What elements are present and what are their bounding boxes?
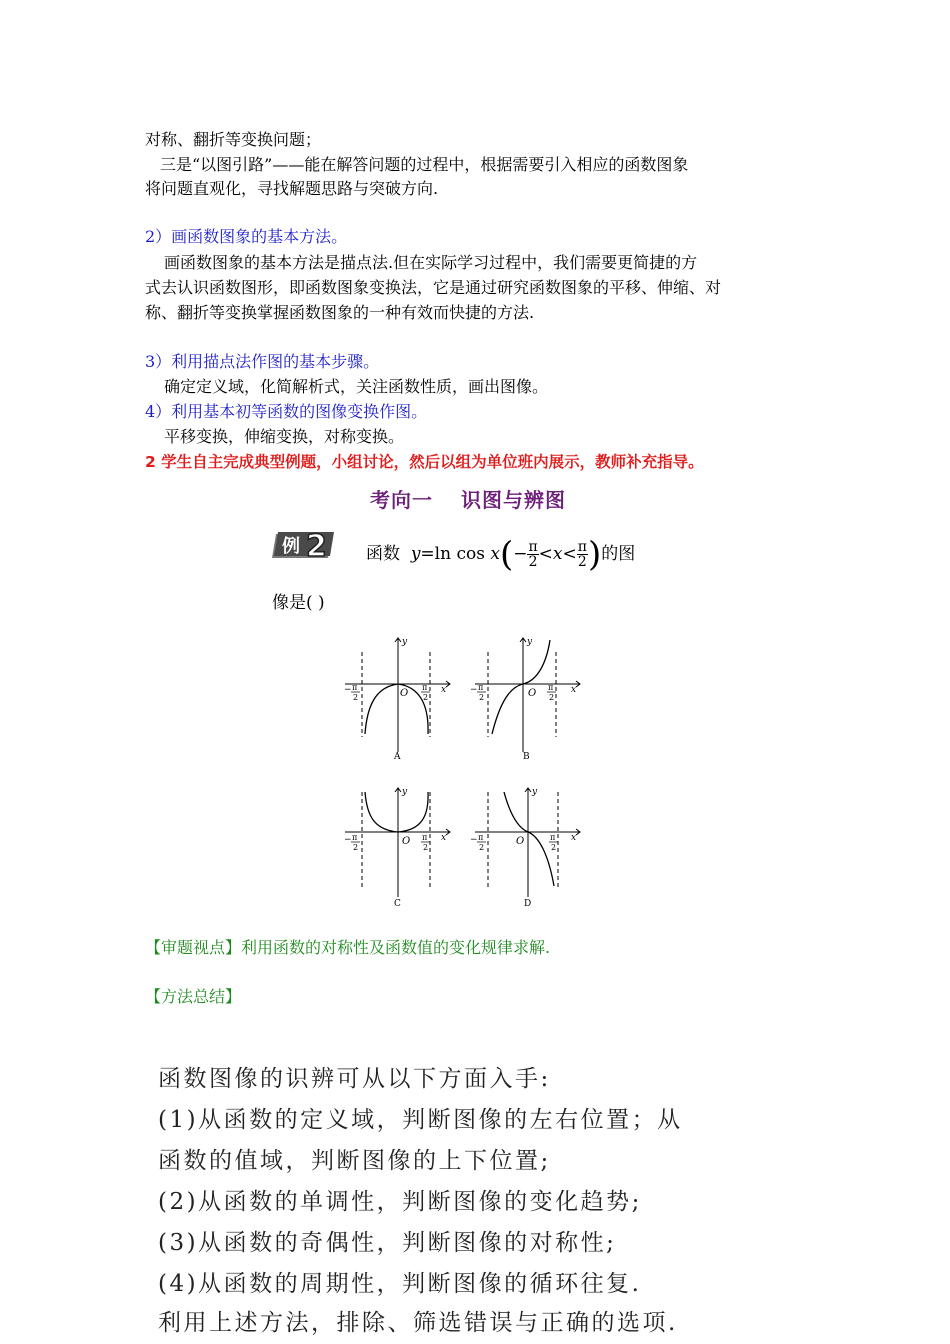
svg-text:2: 2 [551,843,557,852]
summary-line: 函数图像的识辨可从以下方面入手: [158,1066,551,1092]
text-line: 平移变换，伸缩变换，对称变换。 [164,427,405,446]
problem-suffix: 的图 [601,544,636,564]
minus-sign: − [513,544,528,564]
origin-label: O [400,688,409,699]
curve [504,792,557,886]
svg-text:2: 2 [423,843,429,852]
text-line: 将问题直观化，寻找解题思路与突破方向. [145,179,439,198]
graph-label-c: C [394,899,401,909]
text-line: 确定定义域，化简解析式，关注函数性质，画出图像。 [164,377,549,396]
svg-text:2: 2 [353,843,359,852]
svg-text:π: π [550,833,556,842]
graph-label-d: D [524,899,532,909]
graph-label-b: B [523,752,530,762]
var-y: y [410,544,421,564]
svg-text:π: π [352,833,358,842]
summary-line: (3)从函数的奇偶性，判断图像的对称性; [158,1230,617,1256]
svg-text:π: π [422,833,428,842]
svg-text:π: π [478,683,484,692]
lt-sign: < [538,544,553,564]
summary-line: (1)从函数的定义域，判断图像的左右位置；从 [158,1107,683,1133]
lt-sign: < [562,544,577,564]
text-line: 对称、翻折等变换问题； [145,130,322,149]
two-tick: 2 [353,693,359,702]
svg-text:x: x [571,685,577,695]
curve [492,640,550,734]
summary-line: (4)从函数的周期性，判断图像的循环往复. [158,1271,642,1297]
svg-text:O: O [402,836,411,847]
graph-a[interactable] [340,632,460,767]
problem-statement [366,534,636,575]
svg-text:π: π [478,833,484,842]
svg-text:y: y [532,787,538,797]
svg-text:O: O [528,688,537,699]
svg-text:2: 2 [549,693,555,702]
svg-text:−: − [470,685,478,695]
problem-line2: 像是( ) [272,593,325,613]
svg-text:−: − [470,835,478,845]
text-line: 式去认识函数图形，即函数图象变换法，它是通过研究函数图象的平移、伸缩、对 [145,278,722,297]
svg-text:y: y [402,787,408,797]
section-heading: 3）利用描点法作图的基本步骤。 [145,352,380,371]
y-label: y [402,637,408,647]
svg-text:x: x [441,833,447,843]
var-x: x [552,544,563,564]
review-viewpoint: 【审题视点】利用函数的对称性及函数值的变化规律求解. [145,938,551,957]
curve [365,792,428,832]
text-line: 画函数图象的基本方法是描点法.但在实际学习过程中，我们需要更简捷的方 [164,253,698,272]
svg-text:−: − [344,835,352,845]
paren-right: ) [587,534,602,575]
topic-heading-part1: 考向一 [370,488,433,512]
svg-text:2: 2 [479,843,485,852]
summary-line: 利用上述方法，排除、筛选错误与正确的选项. [158,1310,678,1336]
svg-text:x: x [571,833,577,843]
graph-d[interactable] [470,782,590,917]
example-badge-shape [272,528,342,562]
curve [365,684,428,734]
fraction-pi-2: $\frac{\pi}{2}$ [577,539,587,570]
svg-text:π: π [548,683,554,692]
graph-c[interactable] [340,782,460,917]
fraction-pi-2: $\frac{\pi}{2}$ [528,539,538,570]
paren-left: ( [499,534,514,575]
problem-equation: =ln cos [420,544,485,564]
svg-text:O: O [516,836,525,847]
method-summary-heading: 【方法总结】 [145,987,242,1006]
svg-text:2: 2 [479,693,485,702]
topic-heading [370,484,566,513]
section-heading: 4）利用基本初等函数的图像变换作图。 [145,402,428,421]
example-badge [272,528,342,562]
neg-tick: − [344,685,352,695]
badge-number: 2 [306,529,327,562]
x-label: x [441,685,447,695]
text-line: 三是“以图引路”——能在解答问题的过程中，根据需要引入相应的函数图象 [160,155,689,174]
pi-tick: π [422,683,428,692]
svg-text:y: y [527,637,533,647]
section-heading: 2）画函数图象的基本方法。 [145,227,348,246]
problem-prefix: 函数 [366,544,400,564]
topic-heading-part2: 识图与辨图 [461,488,566,512]
activity-instruction: 2 学生自主完成典型例题，小组讨论，然后以组为单位班内展示，教师补充指导。 [145,453,704,471]
summary-line: 函数的值域，判断图像的上下位置; [158,1148,551,1174]
text-line: 称、翻折等变换掌握函数图象的一种有效而快捷的方法. [145,303,535,322]
graph-label-a: A [394,752,401,762]
badge-char: 例 [282,536,300,557]
pi-tick: π [352,683,358,692]
graph-b[interactable] [470,632,590,767]
two-tick: 2 [423,693,429,702]
summary-line: (2)从函数的单调性，判断图像的变化趋势; [158,1189,642,1215]
var-x: x [490,544,500,564]
